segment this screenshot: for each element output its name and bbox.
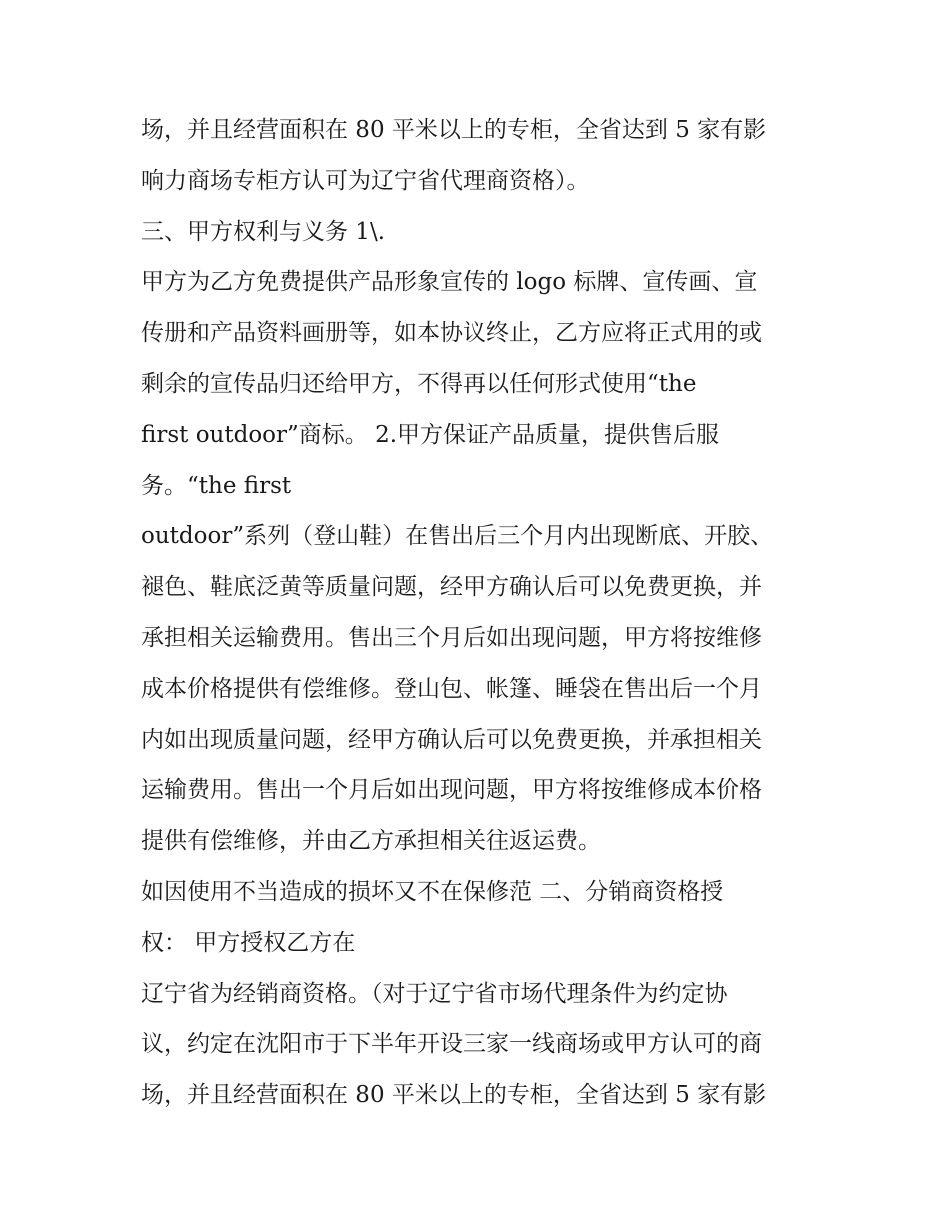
text-line: 承担相关运输费用。售出三个月后如出现问题，甲方将按维修 bbox=[141, 624, 762, 651]
section-heading: 三、甲方权利与义务 1\. bbox=[141, 218, 386, 245]
text-line: 剩余的宣传品归还给甲方，不得再以任何形式使用“the bbox=[141, 370, 697, 397]
text-line: 场，并且经营面积在 80 平米以上的专柜，全省达到 5 家有影 bbox=[141, 1082, 767, 1109]
text-line: 辽宁省为经销商资格。（对于辽宁省市场代理条件为约定协 bbox=[141, 980, 728, 1007]
text-line: 褪色、鞋底泛黄等质量问题，经甲方确认后可以免费更换，并 bbox=[141, 574, 762, 601]
text-line: 提供有偿维修，并由乙方承担相关往返运费。 bbox=[141, 828, 601, 855]
text-line: 如因使用不当造成的损坏又不在保修范 二、分销商资格授 bbox=[141, 878, 724, 905]
text-line: first outdoor”商标。 2.甲方保证产品质量，提供售后服 bbox=[141, 421, 720, 448]
text-line: outdoor”系列（登山鞋）在售出后三个月内出现断底、开胶、 bbox=[141, 523, 774, 550]
text-line: 议，约定在沈阳市于下半年开设三家一线商场或甲方认可的商 bbox=[141, 1031, 762, 1058]
text-line: 权： 甲方授权乙方在 bbox=[141, 929, 356, 956]
text-line: 运输费用。售出一个月后如出现问题，甲方将按维修成本价格 bbox=[141, 777, 762, 804]
text-line: 场，并且经营面积在 80 平米以上的专柜，全省达到 5 家有影 bbox=[141, 117, 767, 143]
text-line: 甲方为乙方免费提供产品形象宣传的 logo 标牌、宣传画、宣 bbox=[141, 269, 758, 296]
text-line: 成本价格提供有偿维修。登山包、帐篷、睡袋在售出后一个月 bbox=[141, 675, 762, 702]
text-line: 传册和产品资料画册等，如本协议终止，乙方应将正式用的或 bbox=[141, 320, 762, 347]
text-line: 内如出现质量问题，经甲方确认后可以免费更换，并承担相关 bbox=[141, 726, 762, 753]
document-body bbox=[141, 105, 831, 1121]
text-line: 响力商场专柜方认可为辽宁省代理商资格）。 bbox=[141, 167, 590, 194]
text-line: 务。“the first bbox=[141, 472, 292, 499]
